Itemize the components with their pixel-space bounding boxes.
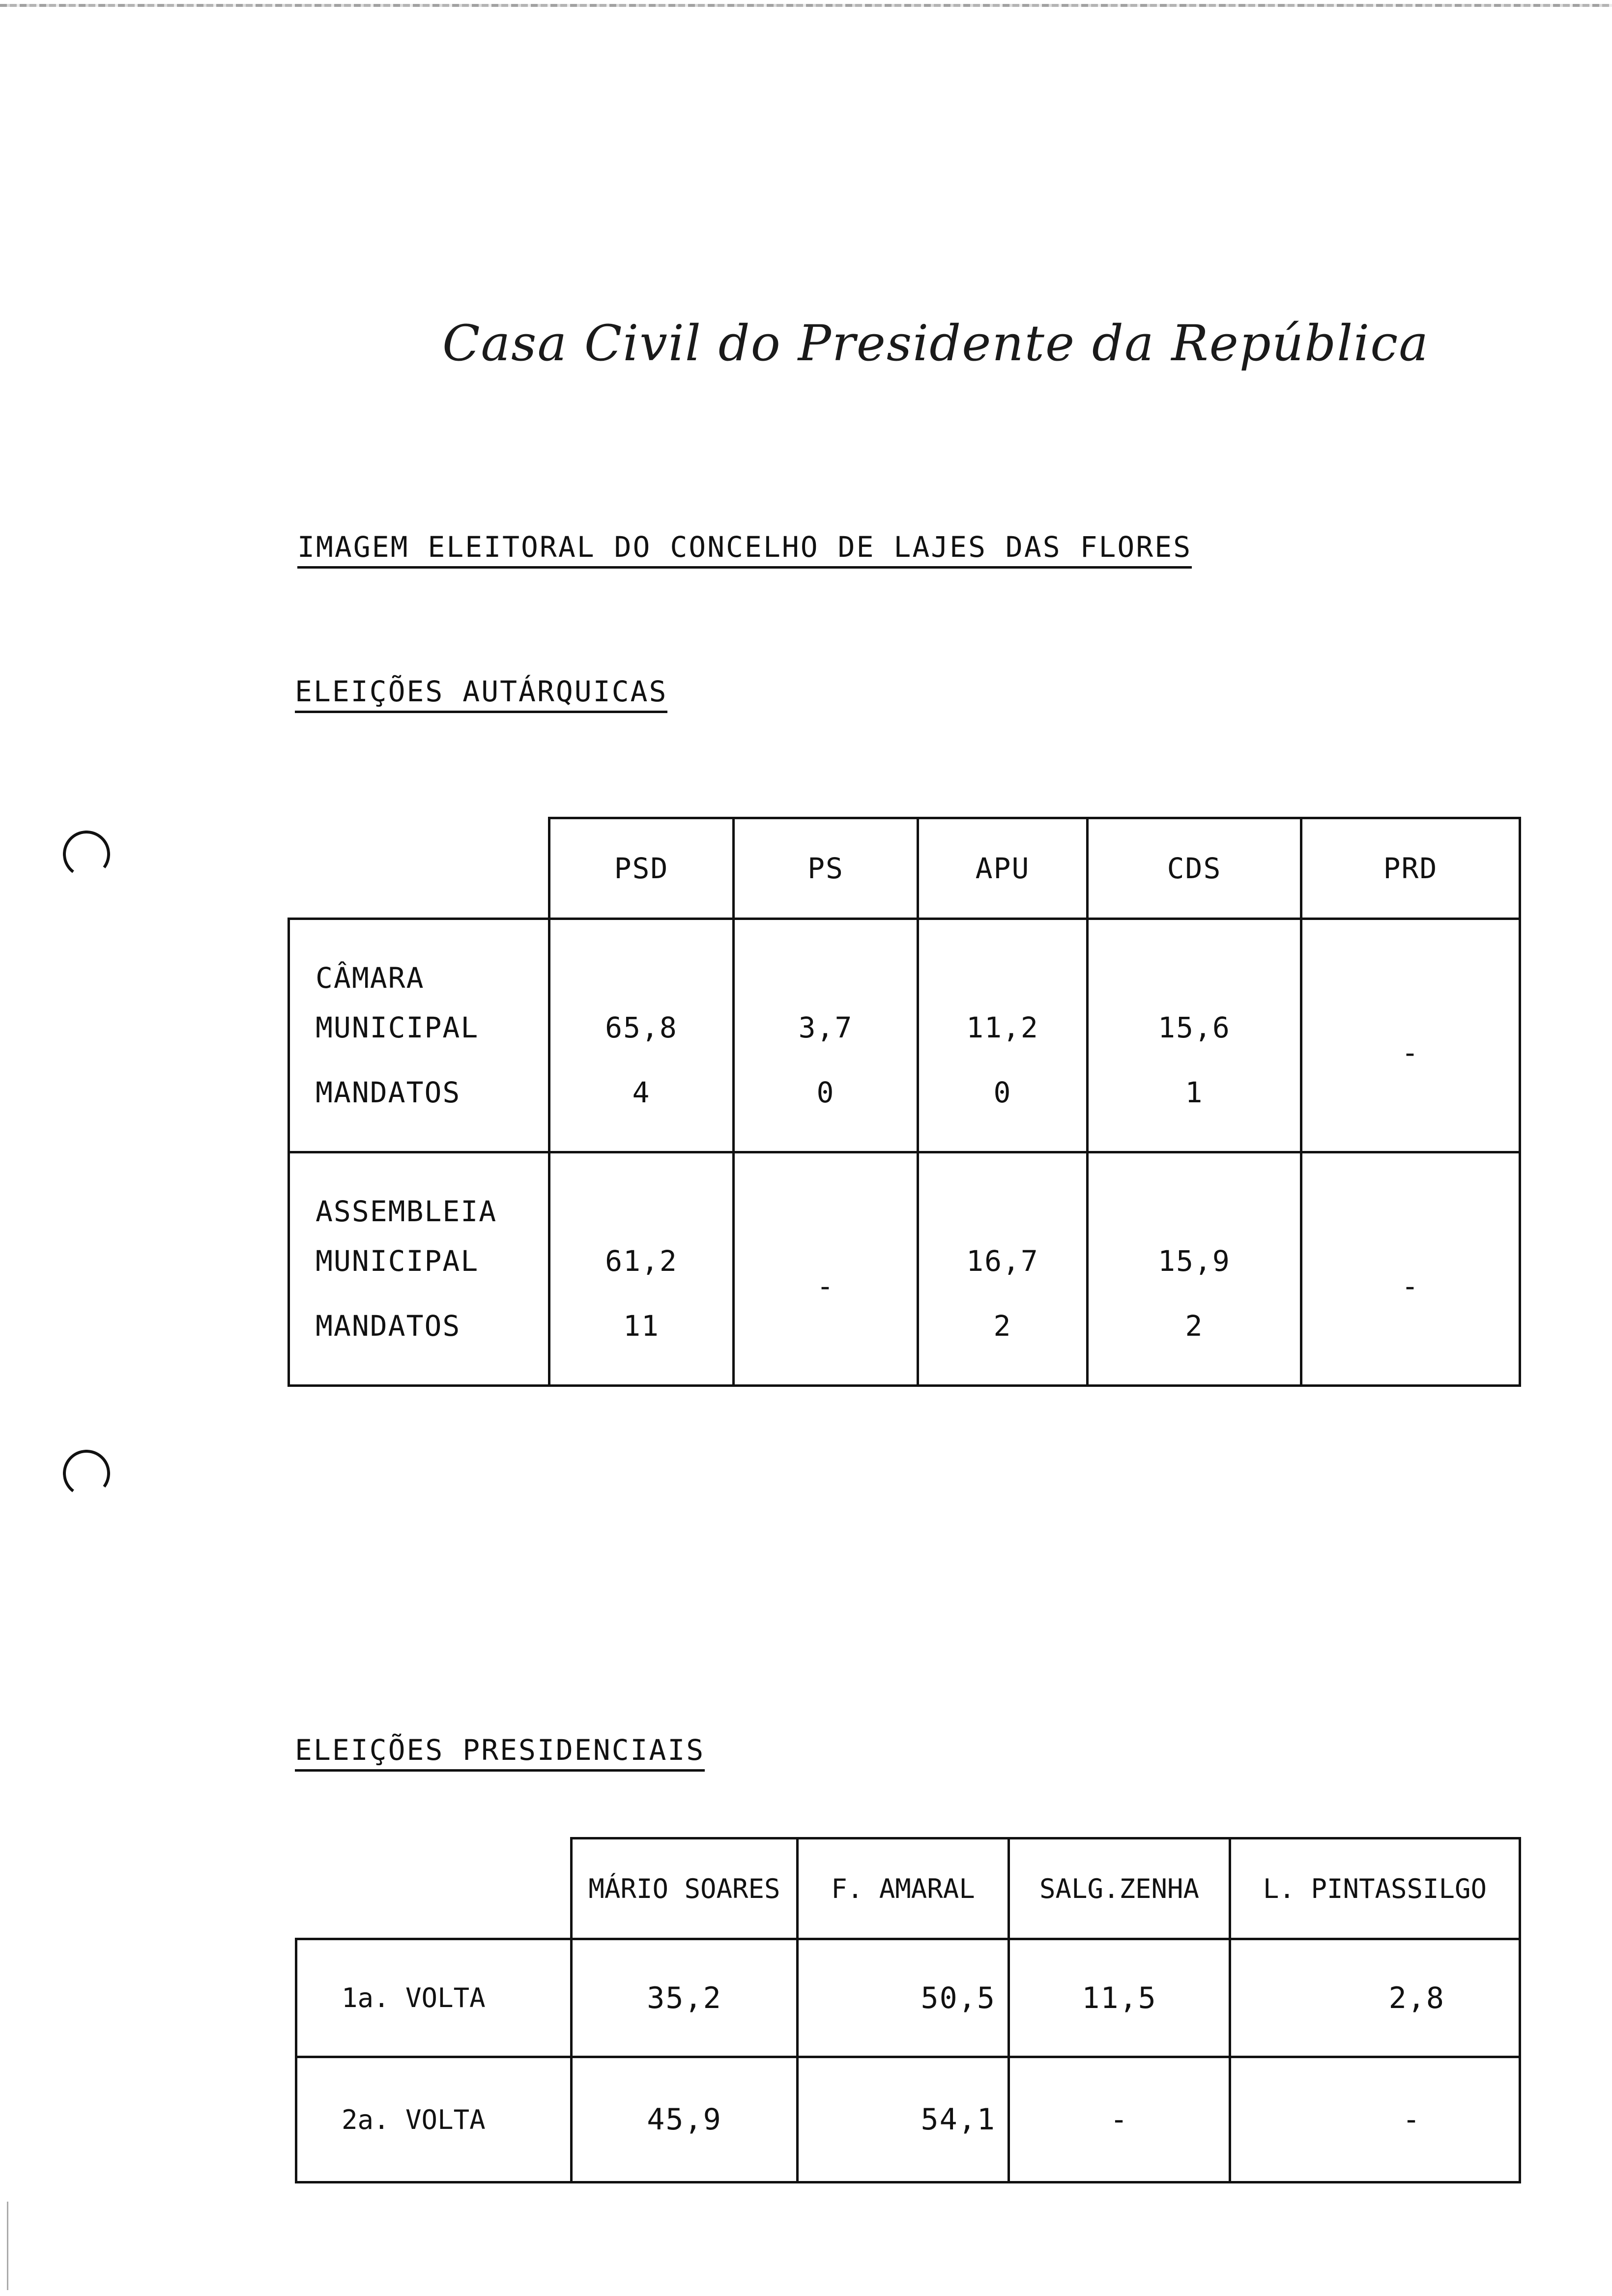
cell-percentage: 15,9 [1158,1244,1231,1278]
table-cell: 11,5 [1009,1939,1230,2057]
cell-percentage: 61,2 [605,1244,678,1278]
table-row-second-round [296,2057,1520,2182]
scan-top-edge [0,4,1612,7]
punch-hole-icon [60,1447,113,1500]
cell-seats: 4 [632,1075,651,1109]
row-label: 2a. VOLTA [296,2057,572,2182]
row-label-line: MANDATOS [316,1075,461,1109]
row-label [289,1152,549,1386]
table-cell: - [1009,2057,1230,2182]
column-header-f-amaral: F. AMARAL [798,1838,1009,1939]
table-row-camara [289,919,1520,1152]
cell-percentage: 3,7 [798,1011,853,1045]
column-header-prd: PRD [1301,818,1520,919]
cell-percentage: - [1401,1269,1420,1303]
table-cell: - [1230,2057,1520,2182]
table-row-assembleia [289,1152,1520,1386]
column-header-ps: PS [734,818,918,919]
table-cell [734,1152,918,1386]
column-header-salg-zenha: SALG.ZENHA [1009,1838,1230,1939]
table-cell: 50,5 [798,1939,1009,2057]
cell-seats: 0 [816,1075,835,1109]
table-cell [1301,919,1520,1152]
cell-percentage: - [816,1269,835,1303]
cell-percentage: 15,6 [1158,1011,1231,1045]
table-cell [734,919,918,1152]
table-header-row [296,1838,1520,1939]
row-label: 1a. VOLTA [296,1939,572,2057]
table-cell: 45,9 [572,2057,798,2182]
cell-seats: 1 [1185,1075,1204,1109]
cell-seats: 2 [1185,1309,1204,1343]
column-header-apu: APU [918,818,1088,919]
local-elections-heading: ELEIÇÕES AUTÁRQUICAS [295,676,667,713]
table-cell: 54,1 [798,2057,1009,2182]
column-header-mario-soares: MÁRIO SOARES [572,1838,798,1939]
table-corner [289,818,549,919]
table-cell: 2,8 [1230,1939,1520,2057]
column-header-cds: CDS [1088,818,1301,919]
column-header-l-pintassilgo: L. PINTASSILGO [1230,1838,1520,1939]
table-header-row [289,818,1520,919]
table-cell: 35,2 [572,1939,798,2057]
scan-left-mark [7,2202,8,2290]
row-label-line: CÂMARA [316,961,425,995]
table-cell [549,1152,734,1386]
document-title: IMAGEM ELEITORAL DO CONCELHO DE LAJES DAS FLORES [297,532,1192,569]
row-label-line: MANDATOS [316,1309,461,1343]
column-header-psd: PSD [549,818,734,919]
table-cell [1301,1152,1520,1386]
cell-seats: 0 [993,1075,1012,1109]
table-cell [549,919,734,1152]
punch-hole-icon [60,828,113,881]
table-cell [1088,1152,1301,1386]
presidential-elections-table [295,1837,1521,2183]
table-row-first-round [296,1939,1520,2057]
table-cell [1088,919,1301,1152]
cell-percentage: - [1401,1036,1420,1069]
cell-seats: 2 [993,1309,1012,1343]
table-cell [918,1152,1088,1386]
cell-percentage: 65,8 [605,1011,678,1045]
cell-percentage: 11,2 [966,1011,1039,1045]
row-label-line: MUNICIPAL [316,1011,479,1045]
cell-percentage: 16,7 [966,1244,1039,1278]
table-corner [296,1838,572,1939]
row-label-line: ASSEMBLEIA [316,1194,497,1228]
cell-seats: 11 [623,1309,660,1343]
local-elections-table [288,817,1521,1387]
letterhead: Casa Civil do Presidente da República [442,315,1429,372]
presidential-elections-heading: ELEIÇÕES PRESIDENCIAIS [295,1735,705,1772]
row-label [289,919,549,1152]
table-cell [918,919,1088,1152]
row-label-line: MUNICIPAL [316,1244,479,1278]
